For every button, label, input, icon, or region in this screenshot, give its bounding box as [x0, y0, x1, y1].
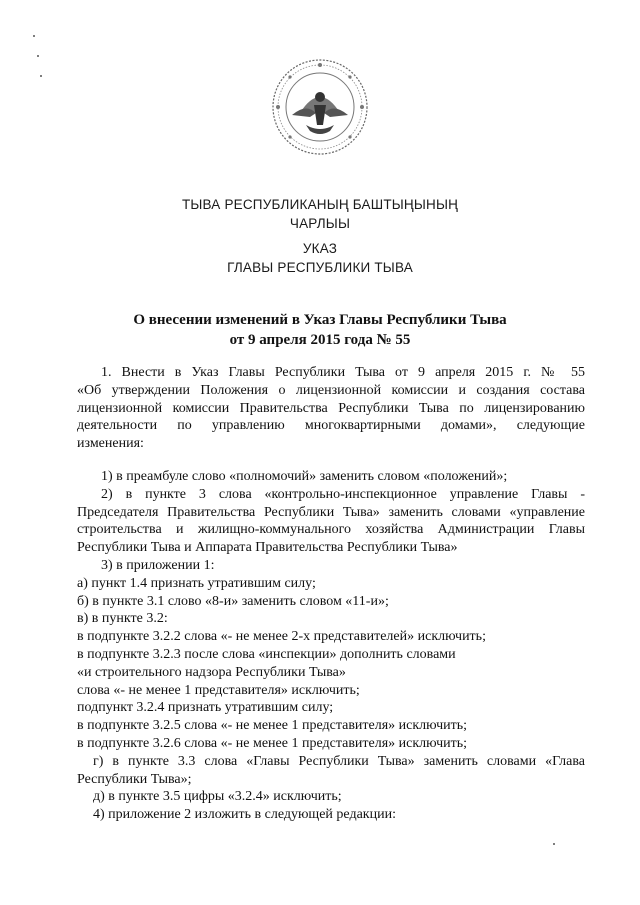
intro-line: 1. Внести в Указ Главы Республики Тыва от 9 апреля 2015 г. № 55: [101, 365, 585, 380]
list-item: «и строительного надзора Республики Тыва»: [77, 664, 346, 680]
header-tyva-line1: ТЫВА РЕСПУБЛИКАНЫҢ БАШТЫҢЫНЫҢ: [181, 197, 459, 212]
list-item: строительства и жилищно-коммунального хозяйства Администрации Главы: [77, 522, 585, 538]
list-item: Председателя Правительства Республики Тыва» заменить словами «управление: [77, 504, 585, 520]
list-item: 1) в преамбуле слово «полномочий» заменить словом «положений»;: [101, 469, 508, 484]
document-title-line2: от 9 апреля 2015 года № 55: [229, 332, 411, 348]
list-item: д) в пункте 3.5 цифры «3.2.4» исключить;: [93, 789, 342, 805]
list-item: подпункт 3.2.4 признать утратившим силу;: [77, 700, 334, 716]
list-item: б) в пункте 3.1 слово «8-и» заменить словом «11-и»;: [77, 593, 389, 609]
header-ukaz: УКАЗ: [302, 241, 338, 256]
document-title-line1: О внесении изменений в Указ Главы Республики Тыва: [133, 312, 507, 328]
list-item: в подпункте 3.2.2 слова «- не менее 2-х представителей» исключить;: [77, 629, 486, 645]
intro-paragraph: [77, 364, 585, 453]
list-item: 2) в пункте 3 слова «контрольно-инспекционное управление Главы -: [101, 486, 585, 502]
amendments-list: [77, 468, 585, 824]
list-item: 3) в приложении 1:: [101, 557, 215, 573]
intro-line: «Об утверждении Положения о лицензионной комиссии и создания состава: [77, 382, 585, 398]
header-tyva-line2: ЧАРЛЫЫ: [289, 216, 351, 231]
list-item: в) в пункте 3.2:: [77, 611, 168, 627]
list-item: слова «- не менее 1 представителя» исключить;: [77, 682, 360, 698]
coat-of-arms-emblem: [270, 57, 370, 157]
intro-line: лицензионной комиссии Правительства Республики Тыва по лицензированию: [77, 400, 585, 416]
list-item: 4) приложение 2 изложить в следующей редакции:: [93, 807, 396, 823]
intro-line: изменения:: [77, 436, 144, 452]
list-item: Республики Тыва и Аппарата Правительства Республики Тыва»: [77, 540, 458, 556]
header-ru-title: ГЛАВЫ РЕСПУБЛИКИ ТЫВА: [227, 260, 413, 275]
list-item: в подпункте 3.2.5 слова «- не менее 1 представителя» исключить;: [77, 718, 468, 734]
list-item: в подпункте 3.2.3 после слова «инспекции» дополнить словами: [77, 646, 456, 662]
list-item: а) пункт 1.4 признать утратившим силу;: [77, 575, 316, 591]
intro-line: деятельности по управлению многоквартирными домами», следующие: [77, 418, 585, 434]
list-item: в подпункте 3.2.6 слова «- не менее 1 представителя» исключить;: [77, 735, 468, 751]
list-item: г) в пункте 3.3 слова «Главы Республики Тыва» заменить словами «Глава: [93, 753, 585, 769]
list-item: Республики Тыва»;: [77, 771, 192, 787]
